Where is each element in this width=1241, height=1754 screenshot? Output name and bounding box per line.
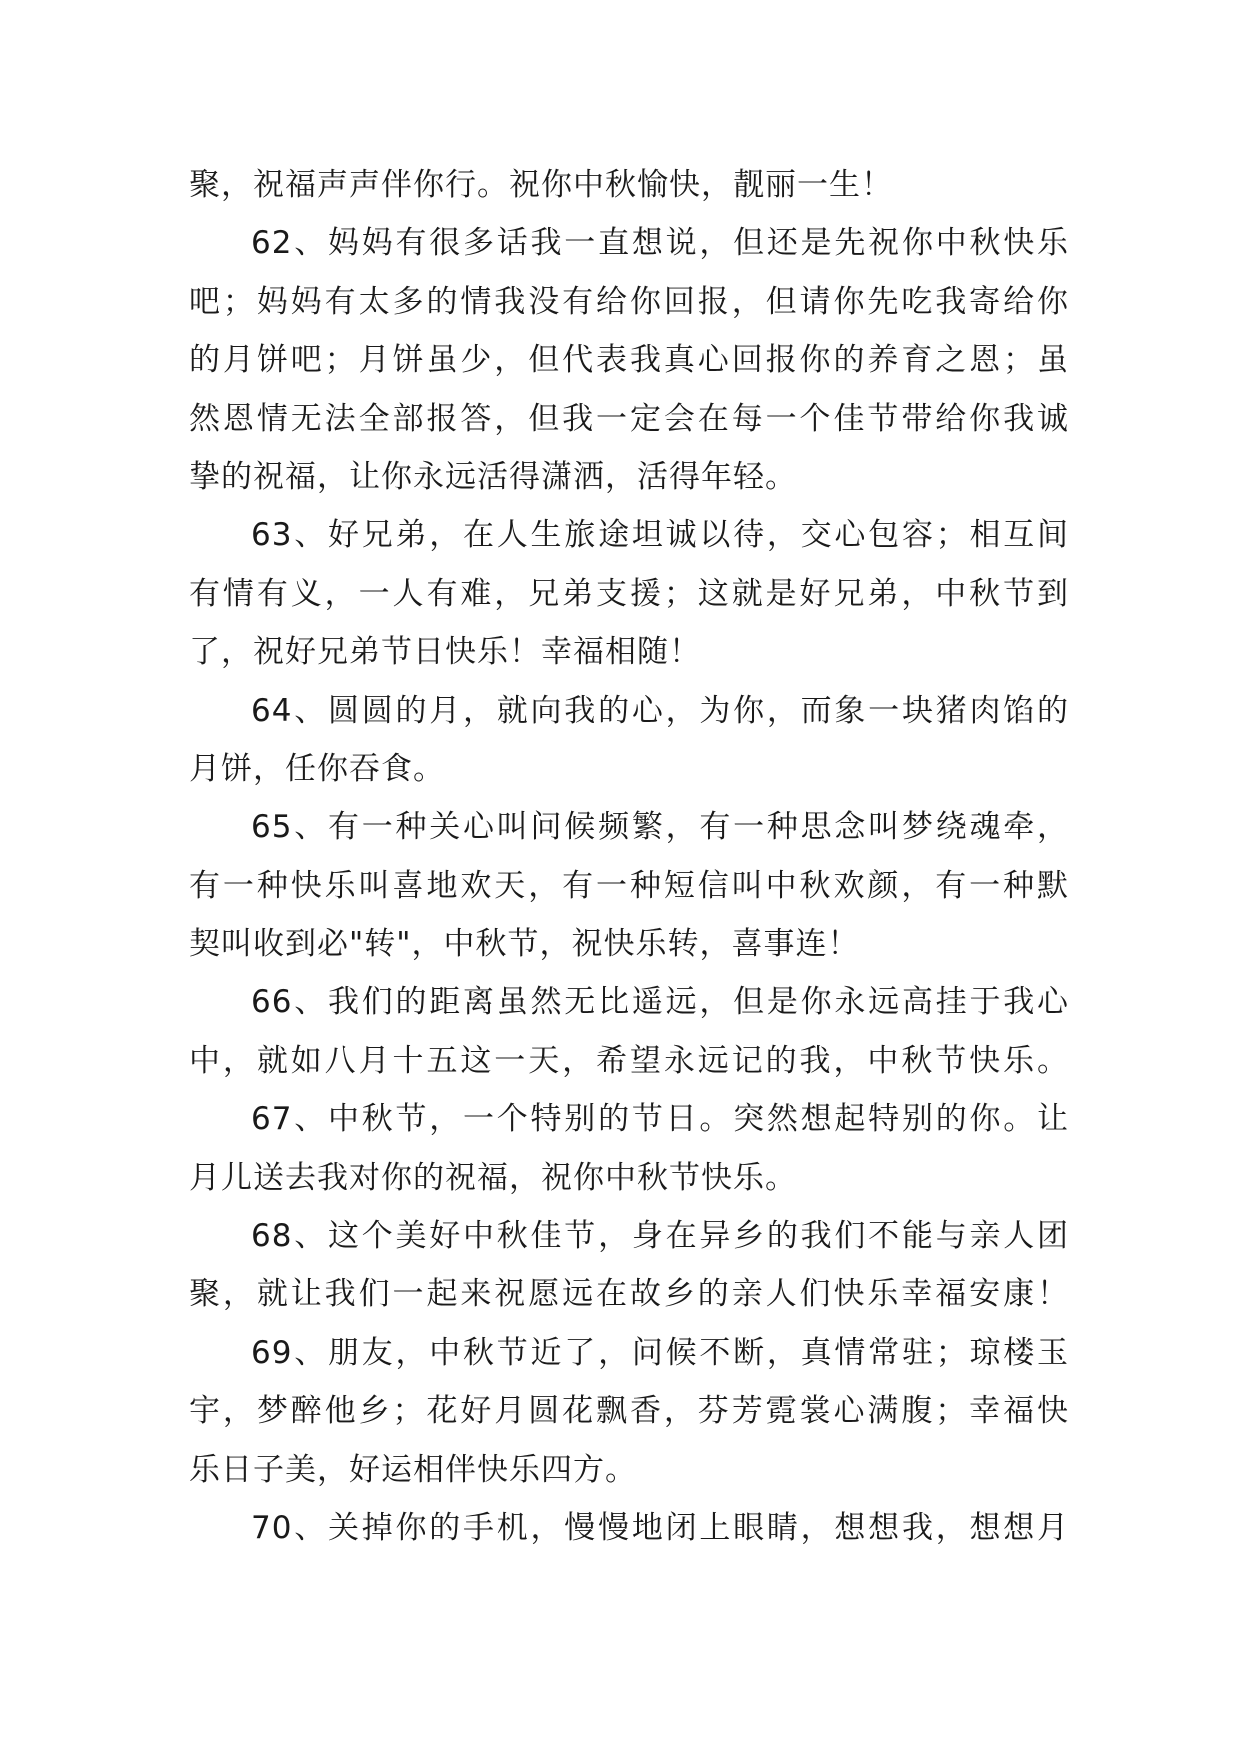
text-line: 月饼，任你吞食。	[189, 750, 445, 787]
paragraph-62	[189, 214, 1069, 506]
text-line: 契叫收到必"转"，中秋节，祝快乐转，喜事连！	[189, 926, 860, 963]
paragraph-69	[189, 1324, 1069, 1499]
text-line: 64、圆圆的月，就向我的心，为你，而象一块猪肉馅的	[251, 692, 1069, 729]
text-line: 吧；妈妈有太多的情我没有给你回报，但请你先吃我寄给你	[189, 283, 1069, 320]
text-line: 有一种快乐叫喜地欢天，有一种短信叫中秋欢颜，有一种默	[189, 867, 1069, 904]
text-line: 了，祝好兄弟节日快乐！幸福相随！	[189, 634, 701, 671]
paragraph-68	[189, 1207, 1069, 1324]
text-line: 的月饼吧；月饼虽少，但代表我真心回报你的养育之恩；虽	[189, 342, 1069, 379]
text-line: 65、有一种关心叫问候频繁，有一种思念叫梦绕魂牵，	[251, 809, 1069, 846]
paragraph-65	[189, 798, 1069, 973]
text-line: 挚的祝福，让你永远活得潇洒，活得年轻。	[189, 458, 797, 495]
paragraph-61-continuation	[189, 156, 1069, 214]
text-line: 聚，就让我们一起来祝愿远在故乡的亲人们快乐幸福安康！	[189, 1276, 1069, 1313]
text-line: 68、这个美好中秋佳节，身在异乡的我们不能与亲人团	[251, 1218, 1069, 1255]
paragraph-67	[189, 1090, 1069, 1207]
text-line: 70、关掉你的手机，慢慢地闭上眼睛，想想我，想想月	[251, 1509, 1069, 1546]
text-line: 乐日子美，好运相伴快乐四方。	[189, 1451, 637, 1488]
text-line: 有情有义，一人有难，兄弟支援；这就是好兄弟，中秋节到	[189, 575, 1069, 612]
text-line: 62、妈妈有很多话我一直想说，但还是先祝你中秋快乐	[251, 225, 1069, 262]
text-line: 月儿送去我对你的祝福，祝你中秋节快乐。	[189, 1159, 797, 1196]
paragraph-64	[189, 682, 1069, 799]
text-line: 宇，梦醉他乡；花好月圆花飘香，芬芳霓裳心满腹；幸福快	[189, 1393, 1069, 1430]
text-line: 聚，祝福声声伴你行。祝你中秋愉快，靓丽一生！	[189, 167, 893, 203]
text-line: 然恩情无法全部报答，但我一定会在每一个佳节带给你我诚	[189, 400, 1069, 437]
text-line: 69、朋友，中秋节近了，问候不断，真情常驻；琼楼玉	[251, 1334, 1069, 1371]
text-line: 中，就如八月十五这一天，希望永远记的我，中秋节快乐。	[189, 1042, 1069, 1079]
paragraph-66	[189, 973, 1069, 1090]
text-line: 66、我们的距离虽然无比遥远，但是你永远高挂于我心	[251, 984, 1069, 1021]
text-line: 63、好兄弟，在人生旅途坦诚以待，交心包容；相互间	[251, 517, 1069, 554]
paragraph-70	[189, 1499, 1069, 1557]
paragraph-63	[189, 506, 1069, 681]
text-line: 67、中秋节，一个特别的节日。突然想起特别的你。让	[251, 1101, 1069, 1138]
document-body	[189, 156, 1069, 1557]
